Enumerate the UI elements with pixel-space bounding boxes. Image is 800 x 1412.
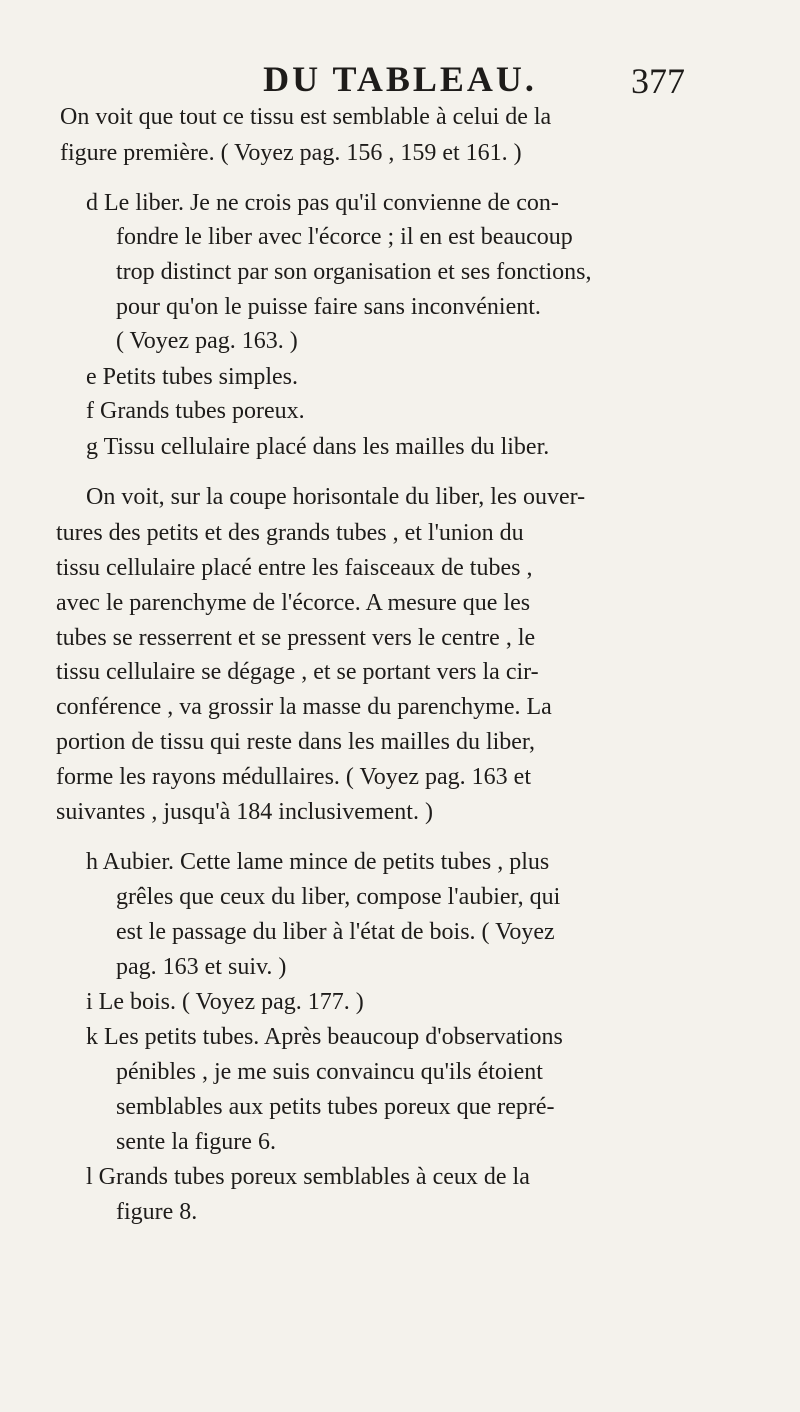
running-title: DU TABLEAU.: [263, 59, 537, 99]
text-line: grêles que ceux du liber, compose l'aubier, qui: [116, 884, 561, 910]
text-line: avec le parenchyme de l'écorce. A mesure que les: [56, 590, 531, 616]
text-line: tubes se resserrent et se pressent vers le centre , le: [56, 625, 536, 651]
text-line: figure première. ( Voyez pag. 156 , 159 et 161. ): [60, 140, 522, 166]
text-line: pénibles , je me suis convaincu qu'ils étoient: [116, 1059, 543, 1085]
text-line: e Petits tubes simples.: [86, 364, 298, 390]
text-line: l Grands tubes poreux semblables à ceux de la: [86, 1164, 530, 1190]
text-line: g Tissu cellulaire placé dans les mailles du liber.: [86, 434, 550, 460]
text-line: est le passage du liber à l'état de bois. ( Voyez: [116, 919, 555, 945]
text-line: d Le liber. Je ne crois pas qu'il convienne de con-: [86, 190, 559, 216]
text-line: tures des petits et des grands tubes , et l'union du: [56, 520, 524, 546]
text-line: semblables aux petits tubes poreux que repré-: [116, 1094, 555, 1120]
text-line: sente la figure 6.: [116, 1129, 276, 1155]
text-line: conférence , va grossir la masse du parenchyme. La: [56, 694, 552, 720]
text-line: f Grands tubes poreux.: [86, 398, 305, 424]
text-line: forme les rayons médullaires. ( Voyez pag. 163 et: [56, 764, 531, 790]
text-line: trop distinct par son organisation et ses fonctions,: [116, 259, 592, 285]
text-line: h Aubier. Cette lame mince de petits tubes , plus: [86, 849, 550, 875]
text-line: ( Voyez pag. 163. ): [116, 328, 298, 354]
text-line: tissu cellulaire placé entre les faisceaux de tubes ,: [56, 555, 533, 581]
text-line: pag. 163 et suiv. ): [116, 954, 287, 980]
text-line: i Le bois. ( Voyez pag. 177. ): [86, 989, 364, 1015]
text-line: On voit, sur la coupe horisontale du liber, les ouver-: [86, 484, 586, 510]
page-number: 377: [631, 61, 685, 101]
text-line: pour qu'on le puisse faire sans inconvénient.: [116, 294, 541, 320]
text-line: suivantes , jusqu'à 184 inclusivement. ): [56, 799, 433, 825]
text-line: portion de tissu qui reste dans les mailles du liber,: [56, 729, 535, 755]
text-line: fondre le liber avec l'écorce ; il en est beaucoup: [116, 224, 573, 250]
text-line: On voit que tout ce tissu est semblable à celui de la: [60, 104, 552, 130]
text-line: figure 8.: [116, 1199, 198, 1225]
text-line: tissu cellulaire se dégage , et se portant vers la cir-: [56, 659, 539, 685]
text-line: k Les petits tubes. Après beaucoup d'observations: [86, 1024, 563, 1050]
